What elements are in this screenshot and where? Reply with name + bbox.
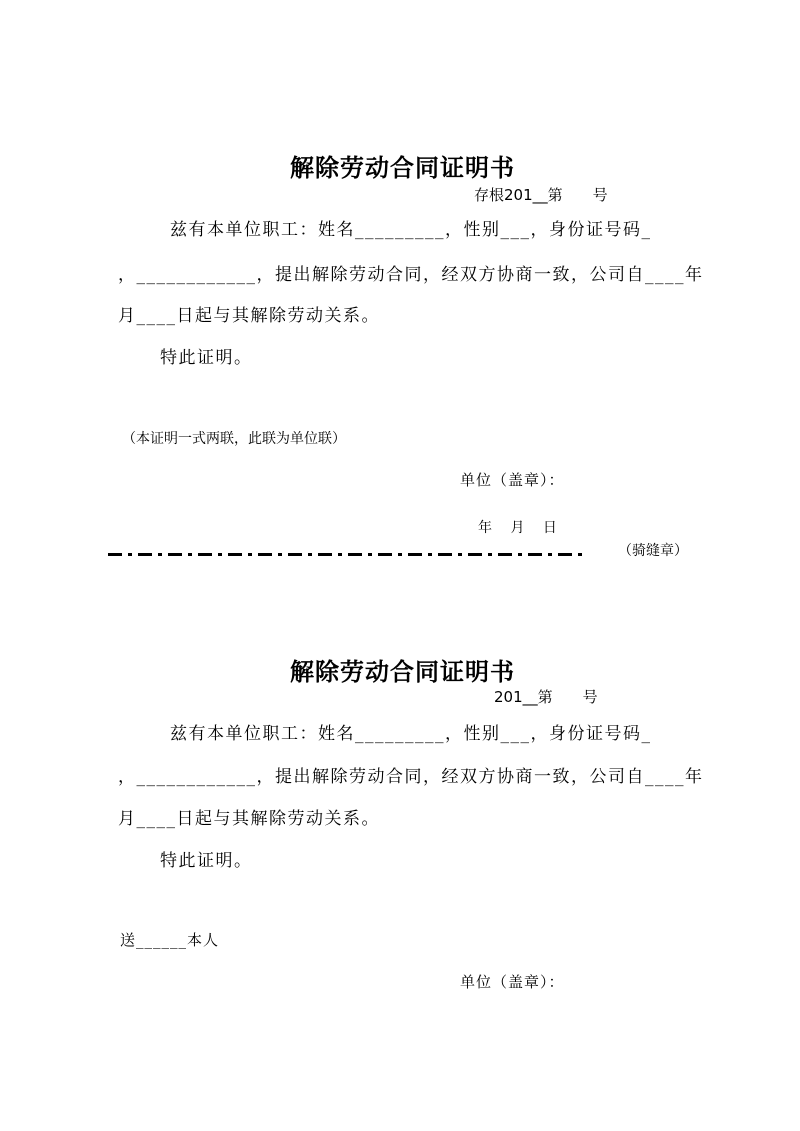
copy-certify-text: 特此证明。	[160, 851, 253, 871]
copy-body-line-1: 兹有本单位职工：姓名_________，性别___，身份证号码_	[170, 724, 652, 744]
stub-unit-seal-label: 单位（盖章）：	[460, 471, 565, 489]
copy-body-line-3: 月____日起与其解除劳动关系。	[118, 809, 380, 829]
copy-body-line-2: ，____________，提出解除劳动合同，经双方协商一致，公司自____年	[118, 767, 704, 787]
stub-serial-number: 存根201__第 号	[474, 186, 608, 204]
stub-title: 解除劳动合同证明书	[290, 154, 515, 182]
stub-body-line-2: ，____________，提出解除劳动合同，经双方协商一致，公司自____年	[118, 265, 704, 285]
copy-unit-seal-label: 单位（盖章）：	[460, 973, 565, 991]
copy-title: 解除劳动合同证明书	[290, 658, 515, 686]
stub-body-line-1: 兹有本单位职工：姓名_________，性别___，身份证号码_	[170, 220, 652, 240]
copy-serial-number: 201__第 号	[494, 688, 598, 706]
stub-date-label: 年 月 日	[478, 520, 557, 536]
copy-send-to-label: 送______本人	[120, 931, 220, 949]
seam-seal-label: （骑缝章）	[618, 543, 688, 559]
stub-copy-note: （本证明一式两联，此联为单位联）	[122, 431, 346, 447]
stub-body-line-3: 月____日起与其解除劳动关系。	[118, 306, 380, 326]
stub-certify-text: 特此证明。	[160, 348, 253, 368]
seam-dash-line	[108, 553, 586, 556]
